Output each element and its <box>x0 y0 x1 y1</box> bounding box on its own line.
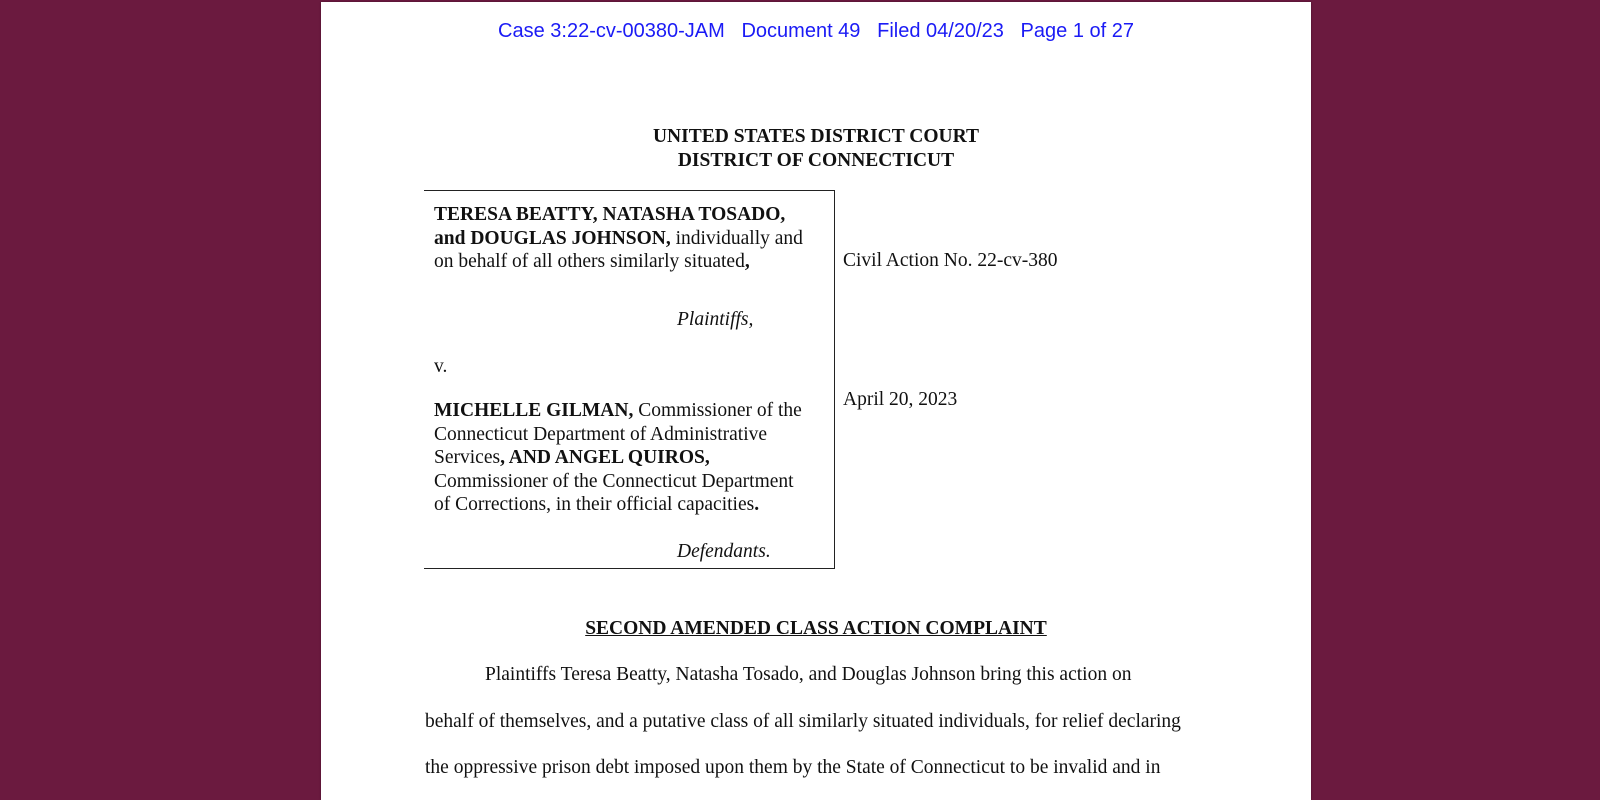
case-caption-box <box>424 190 835 569</box>
page-indicator: Page 1 of 27 <box>1020 20 1134 42</box>
court-name: UNITED STATES DISTRICT COURT <box>652 126 980 147</box>
defendant1-bold: MICHELLE GILMAN, <box>434 400 634 421</box>
defendant1-text-line2: Connecticut Department of Administrative <box>434 423 768 445</box>
plaintiffs-text-line1: individually and <box>670 227 803 249</box>
defendant1-text-line3: Services <box>434 447 501 468</box>
document-title: SECOND AMENDED CLASS ACTION COMPLAINT <box>585 618 1047 639</box>
versus-label: v. <box>434 356 448 377</box>
body-paragraph <box>425 652 1225 792</box>
plaintiffs-label: Plaintiffs, <box>677 309 754 330</box>
plaintiffs-text-line2: on behalf of all others similarly situated <box>434 251 745 272</box>
filing-date: April 20, 2023 <box>843 389 958 410</box>
plaintiffs-bold-line1: TERESA BEATTY, NATASHA TOSADO, <box>434 204 786 225</box>
body-line: behalf of themselves, and a putative class of all similarly situated individuals, for relief declaring <box>425 710 1181 732</box>
plaintiffs-comma: , <box>744 251 750 272</box>
filed-date: Filed 04/20/23 <box>877 20 1004 42</box>
plaintiffs-names <box>434 203 829 274</box>
defendants-label: Defendants. <box>677 541 771 562</box>
filing-header <box>321 20 1311 43</box>
body-line: Plaintiffs Teresa Beatty, Natasha Tosado, and Douglas Johnson bring this action on <box>485 664 1132 685</box>
civil-action-number: Civil Action No. 22-cv-380 <box>843 250 1058 271</box>
defendant2-bold: , AND ANGEL QUIROS, <box>500 447 710 468</box>
defendant1-text-line1: Commissioner of the <box>633 400 802 421</box>
defendant2-text-line1: Commissioner of the Connecticut Department <box>434 470 794 492</box>
court-heading <box>321 125 1311 173</box>
document-number: Document 49 <box>741 20 861 42</box>
defendants-names <box>434 399 829 517</box>
plaintiffs-bold-line2: and DOUGLAS JOHNSON, <box>434 227 671 249</box>
defendant2-period: . <box>754 494 760 515</box>
defendant2-text-line2: of Corrections, in their official capacities <box>434 494 755 515</box>
case-number: Case 3:22-cv-00380-JAM <box>498 20 725 42</box>
body-line: the oppressive prison debt imposed upon them by the State of Connecticut to be invalid and in <box>425 757 1161 778</box>
court-district: DISTRICT OF CONNECTICUT <box>677 150 955 171</box>
document-page <box>321 2 1311 800</box>
